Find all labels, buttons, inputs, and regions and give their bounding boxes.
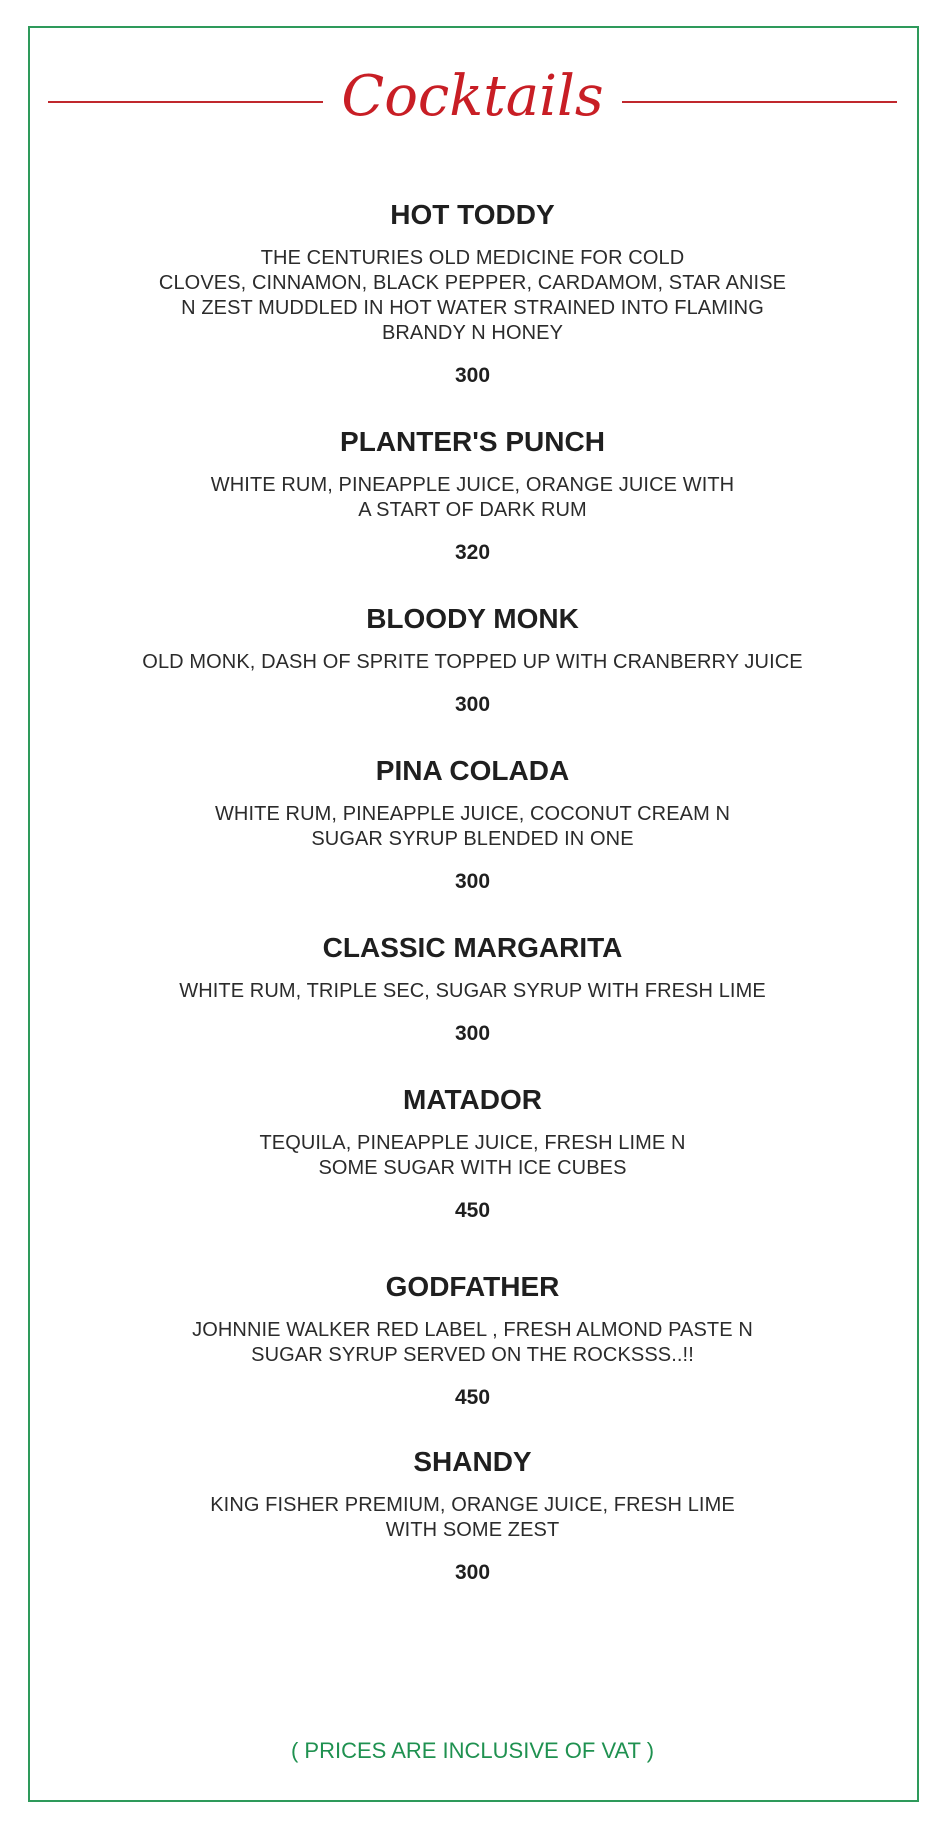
menu-item-price: 450 xyxy=(454,1199,491,1222)
vat-note: ( PRICES ARE INCLUSIVE OF VAT ) xyxy=(290,1738,655,1763)
menu-item-name: SHANDY xyxy=(413,1446,532,1477)
menu-item-name: HOT TODDY xyxy=(390,199,555,230)
menu-item-description xyxy=(0,473,945,523)
menu-item xyxy=(0,1083,945,1224)
menu-item-description xyxy=(0,979,945,1004)
menu-item-description xyxy=(0,1318,945,1368)
menu-item-name: GODFATHER xyxy=(385,1271,560,1302)
menu-item-name: CLASSIC MARGARITA xyxy=(322,932,623,963)
menu-item-description xyxy=(0,650,945,675)
header-rule-left xyxy=(48,101,323,103)
menu-item-description-line: WHITE RUM, PINEAPPLE JUICE, COCONUT CREAM N xyxy=(214,803,731,825)
menu-item-description-line: CLOVES, CINNAMON, BLACK PEPPER, CARDAMOM, STAR ANISE xyxy=(158,272,787,294)
menu-item-description-line: BRANDY N HONEY xyxy=(381,322,564,344)
menu-item xyxy=(0,198,945,389)
menu-item-price: 300 xyxy=(454,364,491,387)
menu-item-description-line: OLD MONK, DASH OF SPRITE TOPPED UP WITH CRANBERRY JUICE xyxy=(142,651,803,673)
menu-item-description-line: TEQUILA, PINEAPPLE JUICE, FRESH LIME N xyxy=(259,1132,686,1154)
menu-item-description-line: SOME SUGAR WITH ICE CUBES xyxy=(318,1157,627,1179)
menu-item-description-line: KING FISHER PREMIUM, ORANGE JUICE, FRESH LIME xyxy=(210,1494,735,1516)
menu-item-price: 300 xyxy=(454,1022,491,1045)
menu-item-price: 300 xyxy=(454,693,491,716)
menu-item-name: BLOODY MONK xyxy=(366,603,579,634)
menu-item xyxy=(0,1445,945,1586)
menu-item-description-line: A START OF DARK RUM xyxy=(358,499,587,521)
menu-item-description-line: SUGAR SYRUP SERVED ON THE ROCKSSS..!! xyxy=(251,1344,694,1366)
menu-item-description xyxy=(0,802,945,852)
menu-item-price: 300 xyxy=(454,1561,491,1584)
menu-item xyxy=(0,931,945,1047)
menu-item-description-line: WITH SOME ZEST xyxy=(385,1519,560,1541)
menu-item-price: 320 xyxy=(454,541,491,564)
menu-item-description-line: N ZEST MUDDLED IN HOT WATER STRAINED INTO FLAMING xyxy=(181,297,764,319)
menu-item-description-line: SUGAR SYRUP BLENDED IN ONE xyxy=(311,828,634,850)
menu-item-description-line: THE CENTURIES OLD MEDICINE FOR COLD xyxy=(260,247,685,269)
header-rule-right xyxy=(622,101,897,103)
menu-item-description xyxy=(0,1131,945,1181)
menu-item-description xyxy=(0,1493,945,1543)
menu-header xyxy=(0,62,945,142)
menu-item xyxy=(0,425,945,566)
menu-item-price: 450 xyxy=(454,1386,491,1409)
menu-item-description-line: JOHNNIE WALKER RED LABEL , FRESH ALMOND PASTE N xyxy=(192,1319,753,1341)
menu-item-name: PINA COLADA xyxy=(375,755,570,786)
menu-item-price: 300 xyxy=(454,870,491,893)
menu-item xyxy=(0,602,945,718)
menu-item-description xyxy=(0,246,945,346)
menu-item-name: MATADOR xyxy=(403,1084,542,1115)
menu-item xyxy=(0,754,945,895)
menu-item-description-line: WHITE RUM, TRIPLE SEC, SUGAR SYRUP WITH FRESH LIME xyxy=(179,980,766,1002)
page-title: Cocktails xyxy=(341,64,604,129)
menu-items-list xyxy=(0,198,945,1586)
menu-item-name: PLANTER'S PUNCH xyxy=(340,426,605,457)
menu-item xyxy=(0,1270,945,1411)
menu-item-description-line: WHITE RUM, PINEAPPLE JUICE, ORANGE JUICE WITH xyxy=(210,474,735,496)
